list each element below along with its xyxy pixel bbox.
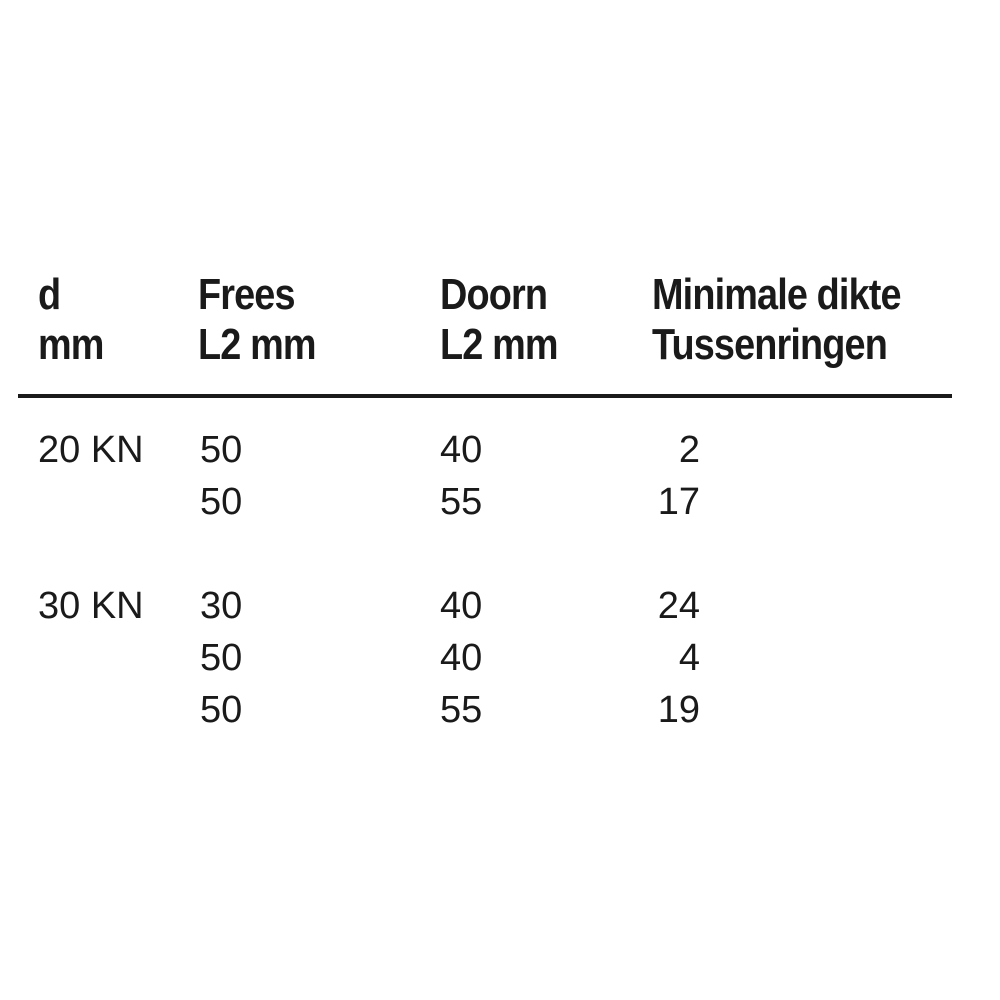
table-cell-doorn: 40	[440, 585, 483, 627]
header-d-line2: mm	[38, 320, 104, 369]
table-cell-dikte: 2	[678, 429, 700, 471]
table-cell-dikte: 24	[657, 585, 700, 627]
table-cell-dikte: 4	[678, 637, 700, 679]
header-dikte-line2: Tussenringen	[652, 320, 887, 369]
header-d	[38, 270, 104, 370]
table-cell-frees: 50	[200, 689, 243, 731]
table-cell-dikte: 19	[657, 689, 700, 731]
header-frees-line2: L2 mm	[198, 320, 316, 369]
table-cell-doorn: 55	[440, 689, 483, 731]
table-cell-frees: 50	[200, 637, 243, 679]
group-label-30kn: 30 KN	[38, 585, 144, 627]
table-cell-doorn: 40	[440, 429, 483, 471]
header-d-line1: d	[38, 270, 61, 319]
table-cell-frees: 50	[200, 481, 243, 523]
header-dikte	[652, 270, 901, 370]
table-cell-doorn: 55	[440, 481, 483, 523]
header-divider	[18, 394, 952, 398]
header-dikte-line1: Minimale dikte	[652, 270, 901, 319]
table-cell-frees: 50	[200, 429, 243, 471]
header-doorn-line2: L2 mm	[440, 320, 558, 369]
table-cell-frees: 30	[200, 585, 243, 627]
header-frees-line1: Frees	[198, 270, 295, 319]
table-cell-dikte: 17	[657, 481, 700, 523]
group-label-20kn: 20 KN	[38, 429, 144, 471]
table-cell-doorn: 40	[440, 637, 483, 679]
header-doorn-line1: Doorn	[440, 270, 548, 319]
header-doorn	[440, 270, 558, 370]
header-frees	[198, 270, 316, 370]
